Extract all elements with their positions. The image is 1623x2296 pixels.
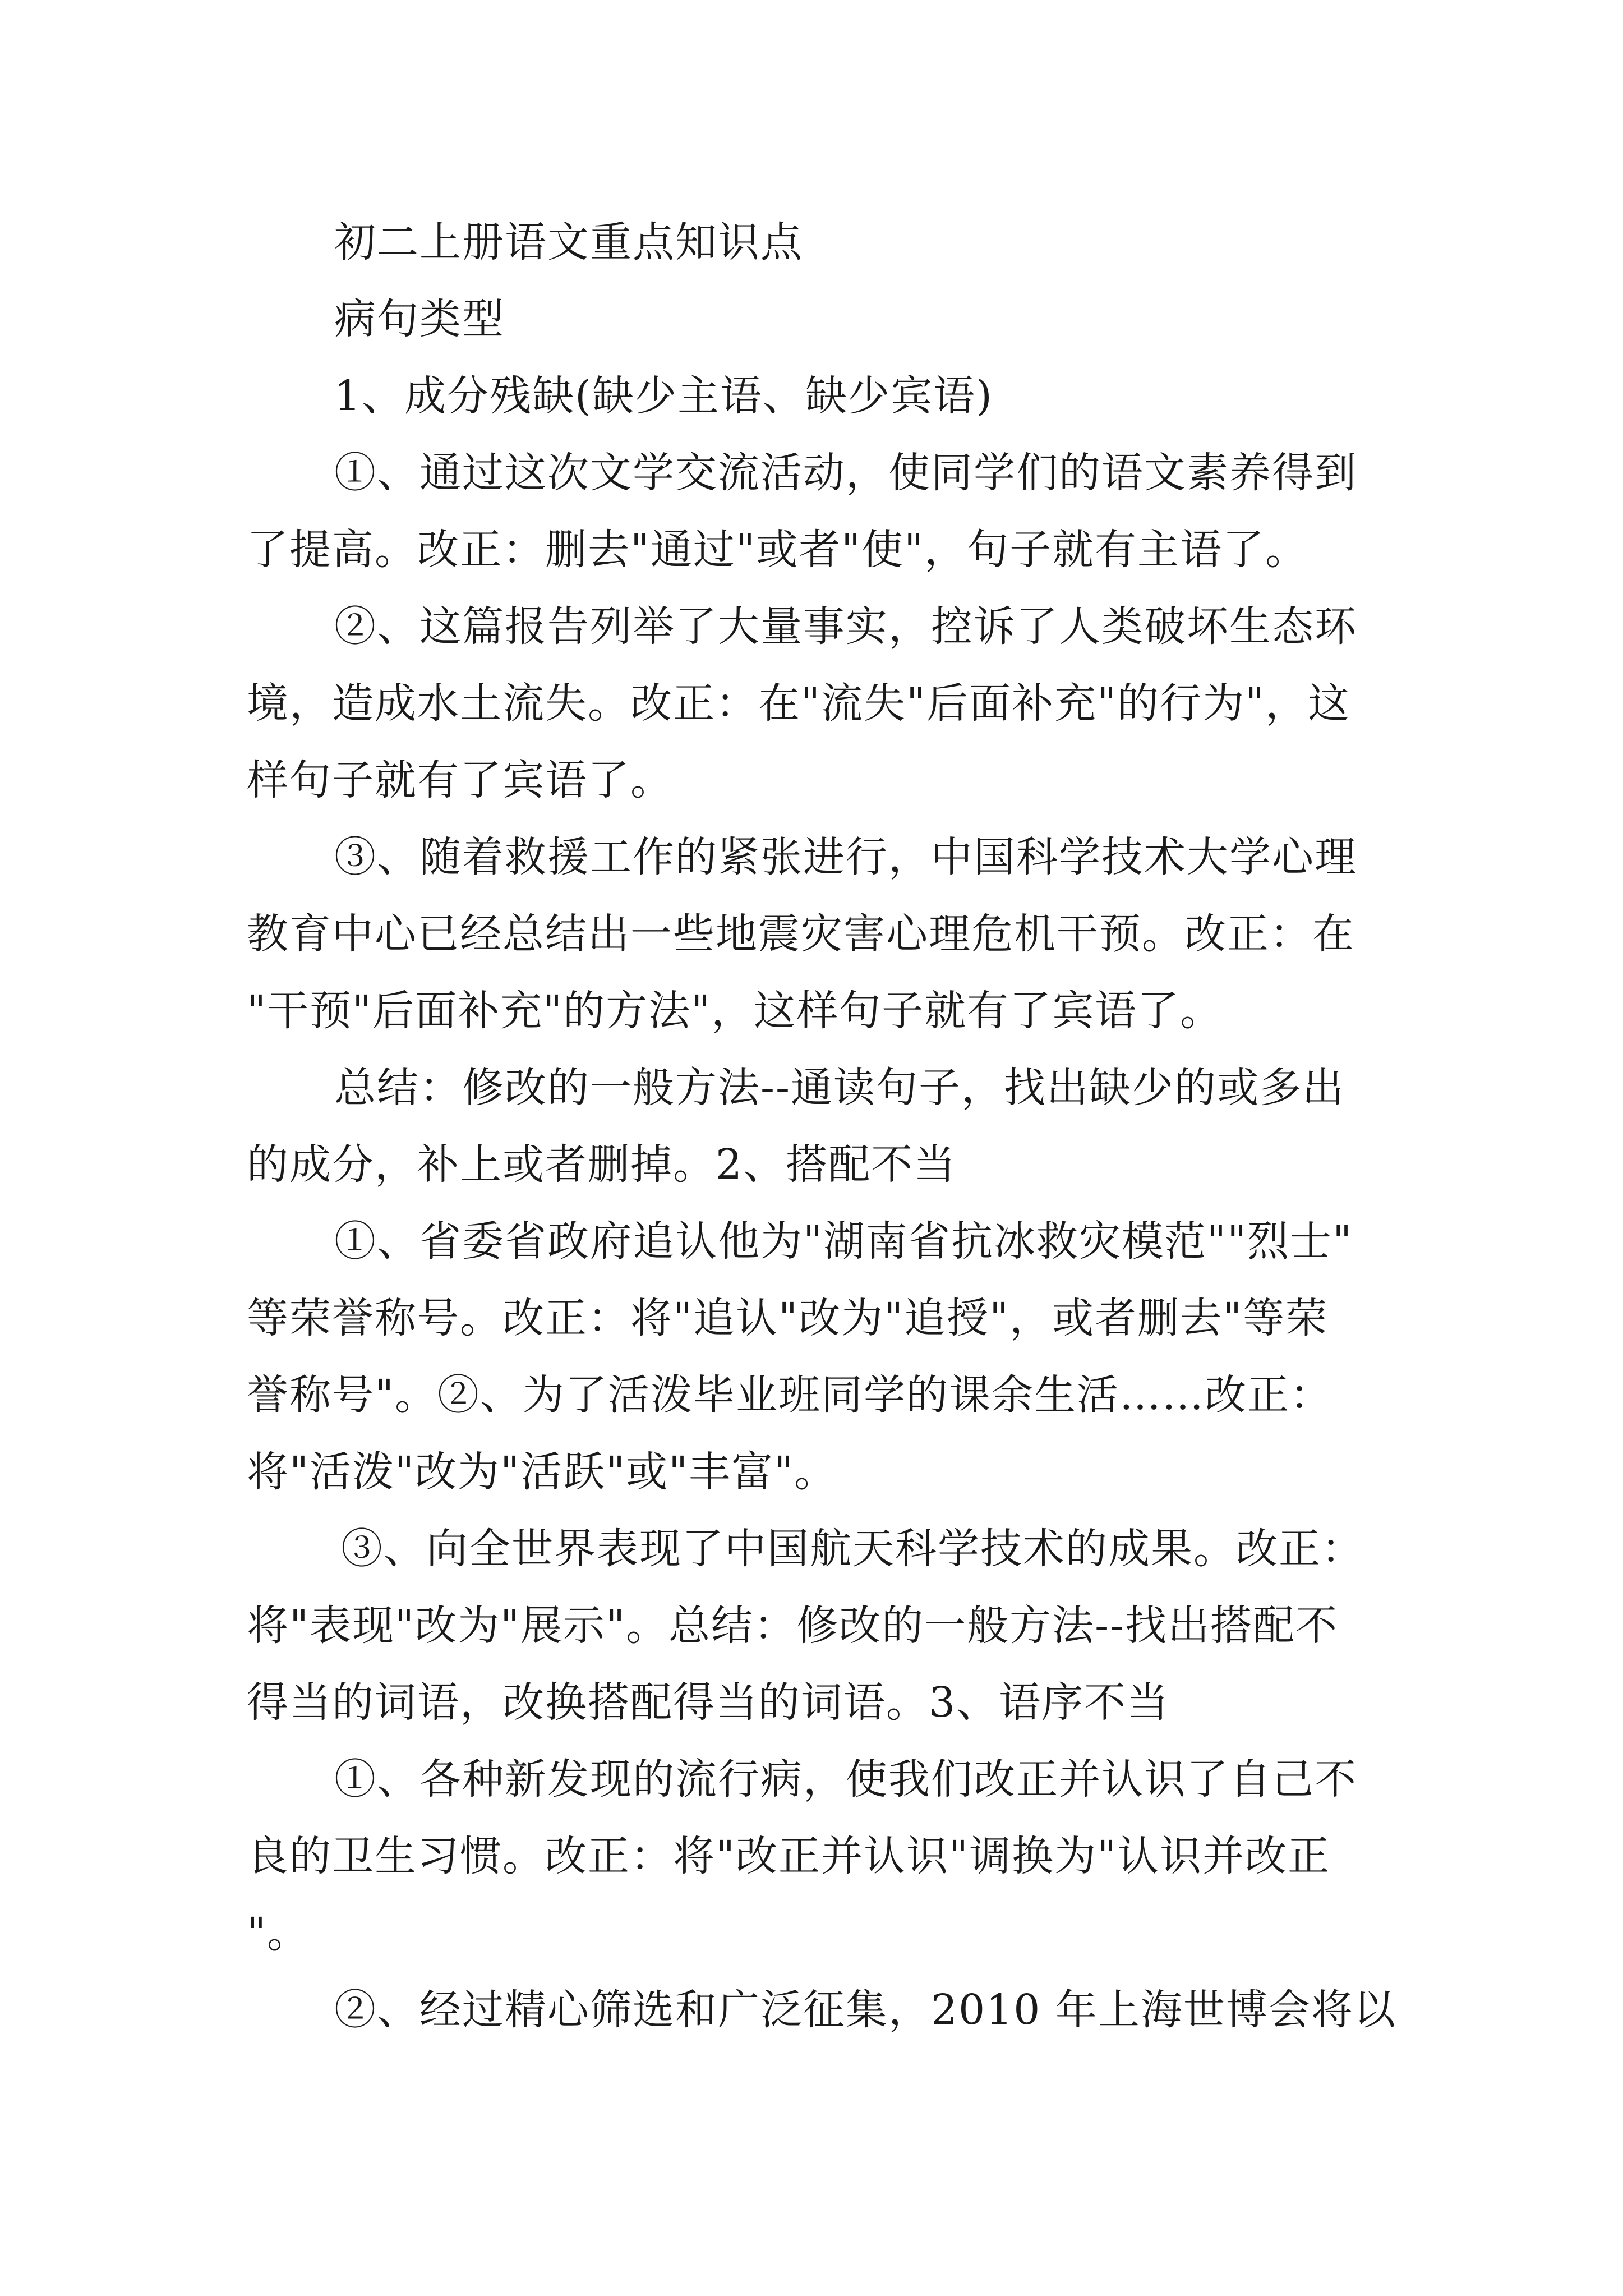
paragraph-line: 的成分，补上或者删掉。2、搭配不当 bbox=[247, 1140, 957, 1189]
paragraph-line: 得当的词语，改换搭配得当的词语。3、语序不当 bbox=[247, 1678, 1170, 1727]
paragraph-line: 样句子就有了宾语了。 bbox=[247, 756, 673, 804]
paragraph-line: 誉称号"。②、为了活泼毕业班同学的课余生活……改正： bbox=[247, 1371, 1333, 1419]
paragraph-line: "干预"后面补充"的方法"，这样句子就有了宾语了。 bbox=[247, 987, 1223, 1035]
paragraph-line: 等荣誉称号。改正：将"追认"改为"追授"，或者删去"等荣 bbox=[247, 1294, 1329, 1342]
section-heading: 病句类型 bbox=[334, 295, 505, 343]
document-title: 初二上册语文重点知识点 bbox=[334, 218, 803, 266]
paragraph-line: ①、各种新发现的流行病，使我们改正并认识了自己不 bbox=[334, 1755, 1357, 1803]
paragraph-line: 将"表现"改为"展示"。总结：修改的一般方法--找出搭配不 bbox=[247, 1602, 1339, 1650]
subsection-heading: 1、成分残缺(缺少主语、缺少宾语) bbox=[334, 372, 993, 420]
paragraph-line: 教育中心已经总结出一些地震灾害心理危机干预。改正：在 bbox=[247, 910, 1355, 958]
paragraph-line: ③、随着救援工作的紧张进行，中国科学技术大学心理 bbox=[334, 833, 1357, 881]
paragraph-line: ①、通过这次文学交流活动，使同学们的语文素养得到 bbox=[334, 449, 1357, 497]
paragraph-line: 良的卫生习惯。改正：将"改正并认识"调换为"认识并改正 bbox=[247, 1832, 1331, 1880]
paragraph-line: 了提高。改正：删去"通过"或者"使"，句子就有主语了。 bbox=[247, 526, 1308, 574]
paragraph-line: ②、经过精心筛选和广泛征集，2010 年上海世博会将以 bbox=[334, 1986, 1396, 2034]
paragraph-line: 境，造成水土流失。改正：在"流失"后面补充"的行为"，这 bbox=[247, 679, 1351, 728]
paragraph-line: ①、省委省政府追认他为"湖南省抗冰救灾模范""烈士" bbox=[334, 1217, 1353, 1266]
paragraph-line: "。 bbox=[247, 1909, 310, 1957]
paragraph-line: ③、向全世界表现了中国航天科学技术的成果。改正： bbox=[341, 1525, 1364, 1573]
paragraph-line: 总结：修改的一般方法--通读句子，找出缺少的或多出 bbox=[334, 1064, 1345, 1112]
paragraph-line: 将"活泼"改为"活跃"或"丰富"。 bbox=[247, 1448, 837, 1496]
paragraph-line: ②、这篇报告列举了大量事实，控诉了人类破坏生态环 bbox=[334, 602, 1357, 651]
